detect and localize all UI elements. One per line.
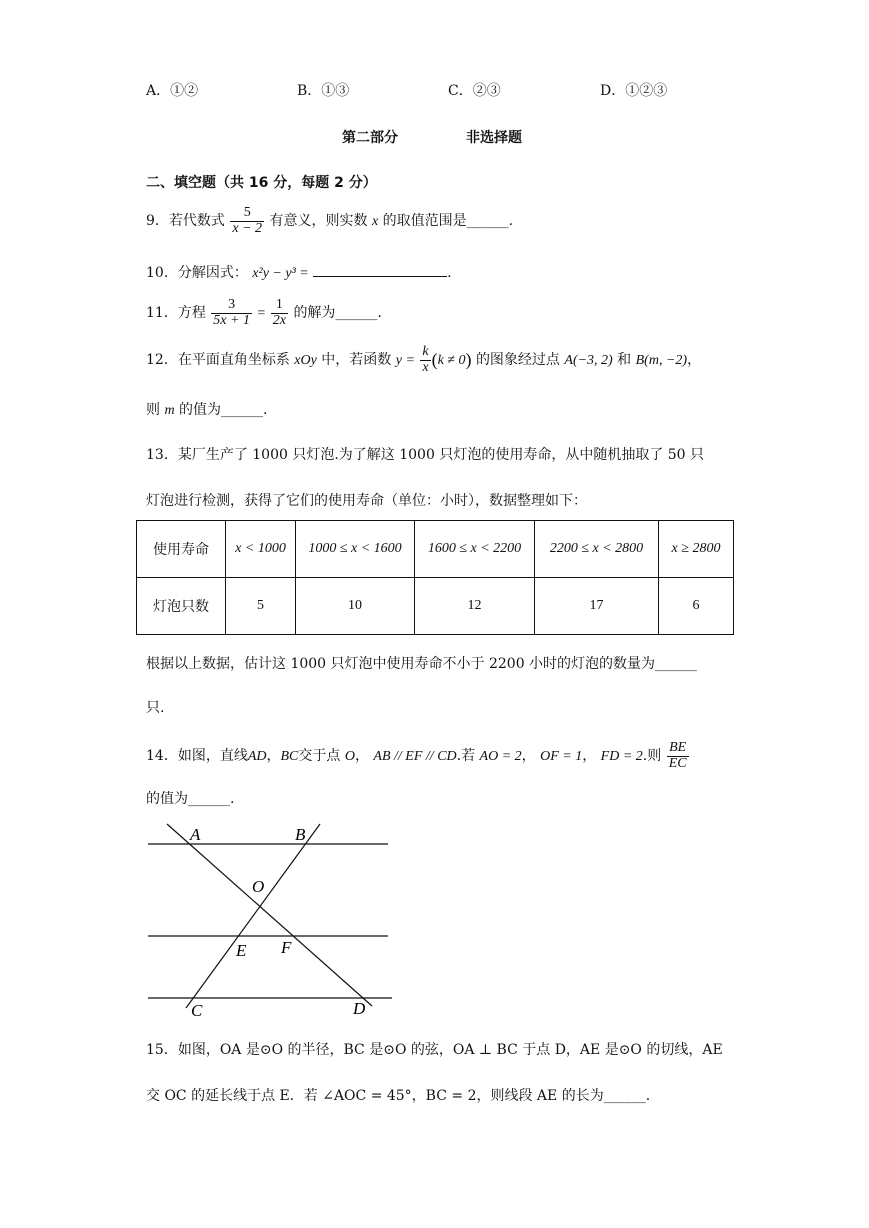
q14-sep: ，: [266, 748, 281, 765]
q14-text-2: ，: [354, 748, 369, 765]
q12-point-a: A(−3, 2): [564, 353, 613, 369]
q11-equals: =: [257, 306, 266, 322]
q11-prefix: 11．方程: [146, 305, 206, 322]
table-cell: 17: [535, 578, 659, 635]
label-b: B: [295, 825, 306, 844]
table-cell: 10: [296, 578, 415, 635]
table-cell: 12: [415, 578, 535, 635]
q10-expression: x²y − y³ =: [252, 266, 309, 281]
question-9: [146, 206, 513, 236]
table-row: [137, 578, 734, 635]
q14-numerator: BE: [667, 741, 689, 757]
question-13-after-2: 只.: [146, 700, 165, 716]
q14-parallel: AB // EF // CD: [373, 749, 457, 765]
label-o: O: [252, 877, 265, 896]
q14-line-ad: AD: [247, 749, 267, 765]
q12-text-2: 的图象经过点: [475, 352, 560, 369]
q12-line2-prefix: 则: [146, 402, 160, 418]
q11-fraction-left: [211, 298, 252, 328]
table-cell: 6: [659, 578, 734, 635]
label-f: F: [281, 938, 292, 957]
q12-function-y: y =: [395, 353, 415, 369]
q14-ao: AO = 2: [479, 749, 522, 765]
q14-line-bc: BC: [280, 749, 299, 765]
line-ad: [167, 824, 372, 1006]
q9-denominator: x − 2: [232, 220, 263, 236]
line-bc: [186, 824, 320, 1008]
q14-text-3: .若: [456, 748, 476, 765]
q11-denominator-left: 5x + 1: [213, 312, 250, 328]
q12-coordinate-system: xOy: [294, 353, 317, 369]
q12-paren-open: (: [431, 349, 438, 370]
question-15-line-1: 15．如图，OA 是⊙O 的半径，BC 是⊙O 的弦，OA ⊥ BC 于点 D，AE 是⊙O 的切线，AE: [146, 1042, 723, 1058]
q12-text: 中，若函数: [321, 352, 392, 369]
table-header-cell: x < 1000: [226, 521, 296, 578]
q9-numerator: 5: [230, 206, 264, 222]
q12-numerator: k: [422, 344, 429, 359]
q11-numerator-left: 3: [211, 298, 252, 314]
table-row: [137, 521, 734, 578]
q10-prefix: 10．分解因式：: [146, 265, 248, 281]
table-header-cell: 2200 ≤ x < 2800: [535, 521, 659, 578]
option-a: A．①②: [146, 83, 199, 99]
table-header-cell: 1600 ≤ x < 2200: [415, 521, 535, 578]
q11-suffix: 的解为______.: [293, 305, 382, 322]
parallel-lines-figure: [140, 820, 400, 1025]
question-13-line-1: 13．某厂生产了 1000 只灯泡.为了解这 1000 只灯泡的使用寿命，从中随机抽取了 50 只: [146, 447, 705, 463]
option-b: B．①③: [297, 83, 350, 99]
section-heading: 二、填空题（共 16 分，每题 2 分）: [146, 175, 377, 191]
lifespan-table: [136, 520, 734, 635]
question-15-line-2: 交 OC 的延长线于点 E．若 ∠AOC = 45°，BC = 2，则线段 AE 的长为______.: [146, 1088, 651, 1104]
part-subtitle: 非选择题: [466, 130, 522, 146]
label-d: D: [353, 999, 366, 1018]
question-10: [146, 262, 452, 282]
q14-comma-2: ，: [582, 748, 597, 765]
question-12-line-2: [146, 399, 267, 419]
question-14: [146, 741, 690, 771]
q12-line2-suffix: 的值为______.: [179, 402, 268, 418]
q9-variable: x: [371, 214, 379, 230]
q10-answer-blank[interactable]: [313, 264, 447, 277]
q12-m: m: [164, 403, 175, 418]
table-cell: 5: [226, 578, 296, 635]
label-e: E: [236, 941, 247, 960]
question-11: [146, 298, 382, 328]
q9-prefix: 9．若代数式: [146, 213, 225, 230]
q11-denominator-right: 2x: [272, 312, 286, 328]
q14-of: OF = 1: [540, 749, 583, 765]
q12-denominator: x: [422, 359, 429, 375]
q12-paren-close: ): [465, 349, 472, 370]
table-cell: 灯泡只数: [137, 578, 226, 635]
q14-text: 交于点: [298, 748, 341, 765]
q12-and: 和: [617, 352, 632, 369]
q12-condition: k ≠ 0: [437, 353, 466, 369]
q9-suffix: 的取值范围是______.: [382, 213, 514, 230]
q11-fraction-right: [271, 298, 288, 328]
question-13-after-1: 根据以上数据，估计这 1000 只灯泡中使用寿命不小于 2200 小时的灯泡的数量为______: [146, 656, 698, 672]
question-14-line-2: 的值为______.: [146, 791, 235, 807]
table-header-cell: 1000 ≤ x < 1600: [296, 521, 415, 578]
question-12: [146, 345, 701, 375]
q14-fd: FD = 2: [600, 749, 643, 765]
q14-fraction: [667, 741, 689, 771]
q14-then: .则: [642, 748, 662, 765]
q9-text: 有意义，则实数: [269, 213, 368, 230]
q9-fraction: [230, 206, 264, 236]
q14-denominator: EC: [668, 755, 687, 771]
label-a: A: [190, 825, 201, 844]
part-title: 第二部分: [342, 130, 398, 146]
question-13-line-2: 灯泡进行检测，获得了它们的使用寿命（单位：小时），数据整理如下：: [146, 493, 587, 509]
table-header-cell: x ≥ 2800: [659, 521, 734, 578]
table-header-cell: 使用寿命: [137, 521, 226, 578]
q11-numerator-right: 1: [271, 298, 288, 314]
q10-suffix: .: [447, 265, 452, 281]
q12-comma: ，: [687, 352, 702, 369]
option-c: C．②③: [448, 83, 501, 99]
q12-prefix: 12．在平面直角坐标系: [146, 352, 290, 369]
q14-comma-1: ，: [521, 748, 536, 765]
q12-fraction: [420, 345, 430, 375]
q14-prefix: 14．如图，直线: [146, 748, 248, 765]
q14-point-o: O: [344, 749, 355, 765]
label-c: C: [191, 1001, 203, 1020]
option-d: D．①②③: [600, 83, 668, 99]
q12-point-b: B(m, −2): [635, 353, 688, 369]
